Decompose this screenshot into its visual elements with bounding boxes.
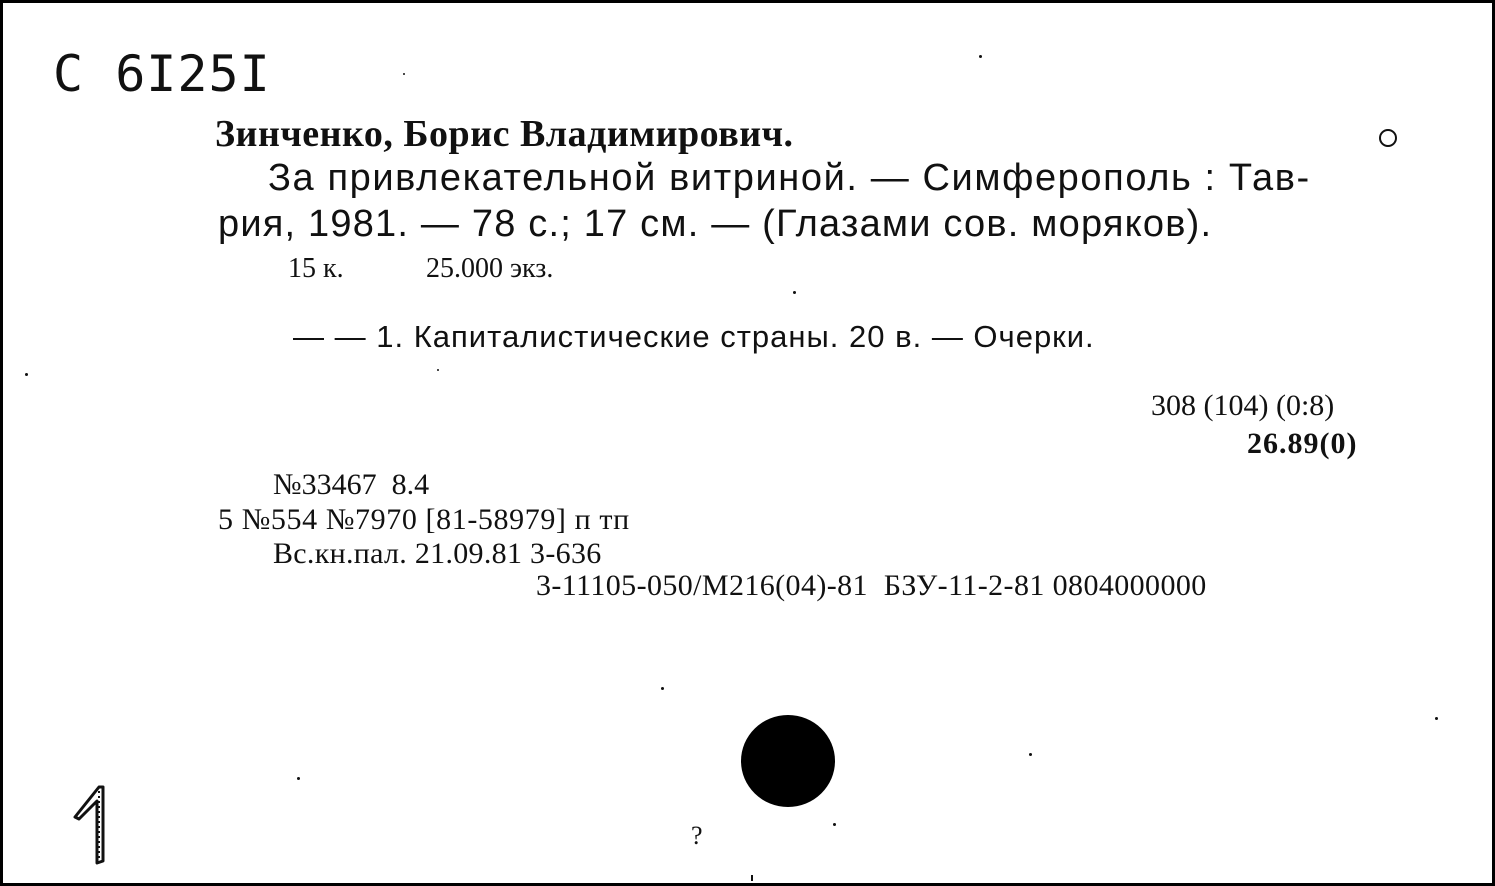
author-heading: Зинченко, Борис Владимирович.: [215, 113, 794, 155]
speck: [403, 73, 405, 75]
speck: [437, 369, 439, 371]
speck: [25, 373, 28, 376]
record-chamber: Вс.кн.пал. 21.09.81 3-636: [273, 537, 602, 570]
record-number: №33467 8.4: [273, 468, 430, 501]
speck: [297, 777, 300, 780]
title-line-1: За привлекательной витриной. — Симферополь : Тав-: [268, 157, 1311, 199]
title-line-2: рия, 1981. — 78 с.; 17 см. — (Глазами сов. моряков).: [218, 203, 1213, 245]
speck: [751, 875, 753, 881]
classification-udc: 308 (104) (0:8): [1151, 389, 1335, 422]
speck: [979, 55, 982, 58]
price: 15 к.: [288, 253, 344, 284]
handwritten-one-mark: [69, 781, 121, 869]
punch-hole: [741, 715, 835, 807]
classification-bbk: 26.89(0): [1247, 427, 1358, 460]
speck: [1435, 717, 1438, 720]
subject-heading: — — 1. Капиталистические страны. 20 в. — Очерки.: [293, 319, 1095, 354]
speck: [833, 823, 836, 826]
record-index: 3-11105-050/M216(04)-81 БЗУ-11-2-81 0804000000: [536, 569, 1207, 602]
small-circle-mark: [1379, 129, 1397, 147]
small-question-mark: ?: [691, 821, 703, 850]
call-number: С 6I25I: [53, 45, 271, 103]
speck: [793, 291, 796, 294]
print-run: 25.000 экз.: [426, 253, 554, 284]
record-codes: 5 №554 №7970 [81-58979] п тп: [218, 503, 630, 536]
speck: [661, 687, 664, 690]
speck: [1029, 753, 1032, 756]
